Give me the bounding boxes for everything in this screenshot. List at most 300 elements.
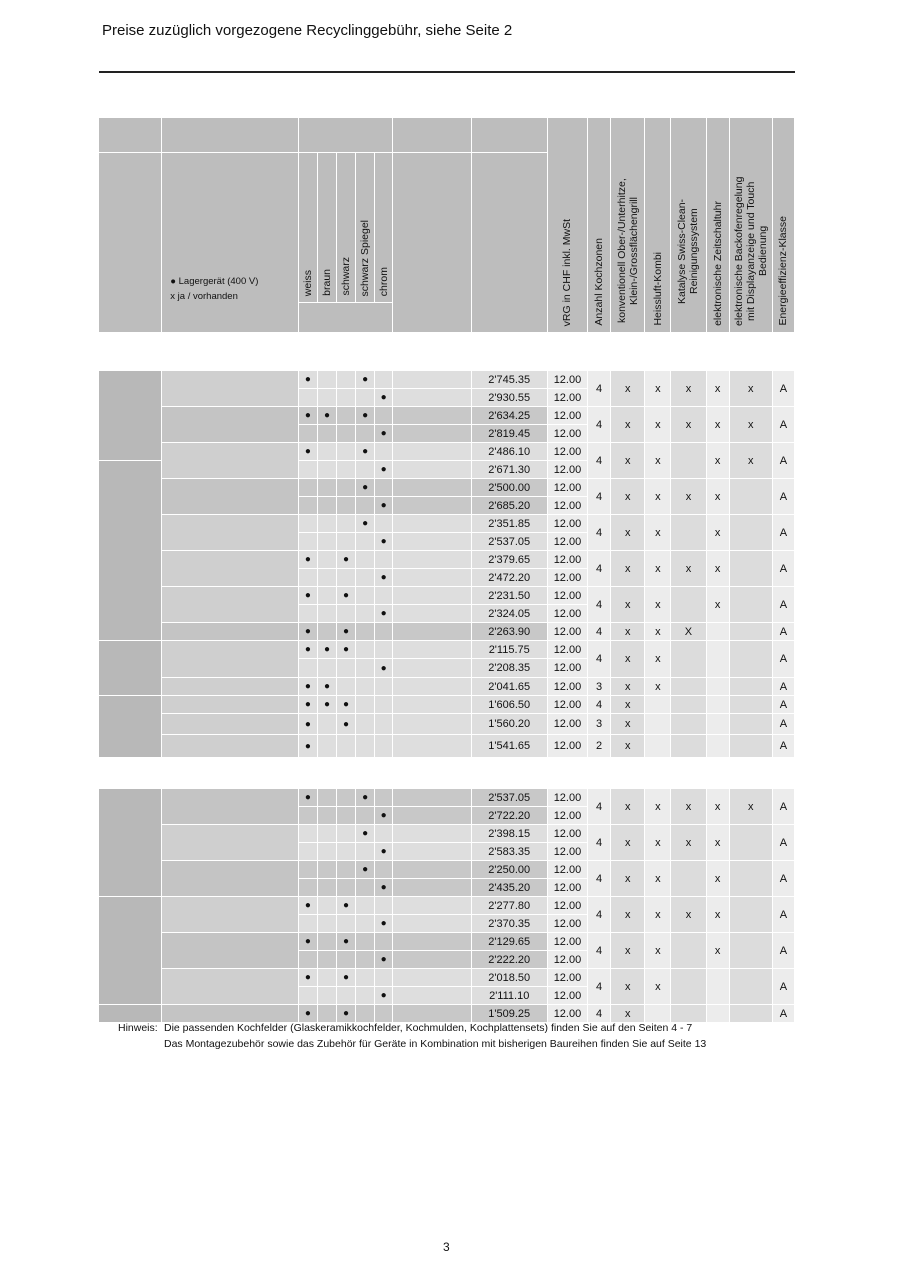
vrg-cell: 12.00: [548, 987, 588, 1005]
color-dot-cell: [299, 735, 318, 758]
blank-cell: [393, 714, 471, 735]
table-row: [99, 735, 795, 758]
feature-heiss-cell: x: [645, 678, 671, 696]
feature-kat-cell: [671, 969, 706, 1005]
col-backofen-label: elektronische Backofenregelung mit Displayanzeige und Touch Bedienung: [732, 176, 769, 326]
color-dot-cell: [356, 696, 375, 714]
feature-heiss-cell: x: [645, 861, 671, 897]
feature-zones-cell: 4: [588, 443, 611, 479]
availability-dot: ●: [323, 410, 330, 421]
blank-cell: [393, 641, 471, 659]
vrg-cell: 12.00: [548, 843, 588, 861]
color-dot-cell: [337, 551, 356, 569]
blank-cell: [393, 696, 471, 714]
price-cell: 2'671.30: [472, 461, 548, 479]
blank-cell: [393, 407, 471, 425]
availability-dot: ●: [304, 900, 311, 911]
table-row: [99, 443, 795, 461]
feature-energy-cell: A: [773, 641, 795, 678]
color-dot-cell: [337, 479, 356, 497]
feature-zeit-cell: [707, 969, 730, 1005]
col-kat-label: Katalyse Swiss-Clean-Reinigungssystem: [676, 198, 701, 304]
price-cell: 2'537.05: [472, 789, 548, 807]
feature-kat-cell: x: [671, 551, 706, 587]
color-dot-cell: [318, 389, 337, 407]
color-dot-cell: [299, 497, 318, 515]
color-dot-cell: [356, 735, 375, 758]
feature-backofen-cell: x: [730, 443, 773, 479]
price-cell: 2'819.45: [472, 425, 548, 443]
color-dot-cell: [356, 969, 375, 987]
feature-conv-cell: x: [611, 443, 645, 479]
legend-x: x ja / vorhanden: [170, 291, 238, 302]
color-dot-cell: [337, 987, 356, 1005]
vrg-cell: 12.00: [548, 479, 588, 497]
feature-zeit-cell: [707, 678, 730, 696]
feature-zones-cell: 4: [588, 641, 611, 678]
availability-dot: ●: [304, 554, 311, 565]
color-dot-cell: [356, 987, 375, 1005]
model-cell: [162, 825, 299, 861]
color-dot-cell: [337, 735, 356, 758]
color-dot-cell: [375, 605, 393, 623]
feature-energy-cell: A: [773, 551, 795, 587]
color-dot-cell: [337, 533, 356, 551]
vrg-cell: 12.00: [548, 714, 588, 735]
feature-energy-cell: A: [773, 479, 795, 515]
feature-conv-cell: x: [611, 623, 645, 641]
table-row: [99, 623, 795, 641]
model-cell: [162, 714, 299, 735]
availability-dot: ●: [380, 608, 387, 619]
feature-kat-cell: [671, 515, 706, 551]
feature-energy-cell: A: [773, 969, 795, 1005]
color-dot-cell: [299, 569, 318, 587]
color-dot-cell: [375, 915, 393, 933]
blank-cell: [393, 987, 471, 1005]
availability-dot: ●: [304, 681, 311, 692]
color-dot-cell: [356, 461, 375, 479]
color-dot-cell: [375, 879, 393, 897]
vrg-cell: 12.00: [548, 897, 588, 915]
legend-dot: ● Lagergerät (400 V): [170, 276, 259, 287]
color-dot-cell: [318, 696, 337, 714]
feature-zones-cell: 4: [588, 696, 611, 714]
feature-backofen-cell: [730, 551, 773, 587]
feature-energy-cell: A: [773, 371, 795, 407]
feature-zones-cell: 3: [588, 714, 611, 735]
color-dot-cell: [318, 569, 337, 587]
table-row: [99, 825, 795, 843]
header-section-cell: [99, 153, 162, 333]
feature-zones-cell: 4: [588, 969, 611, 1005]
feature-kat-cell: [671, 641, 706, 678]
feature-zeit-cell: x: [707, 515, 730, 551]
vrg-cell: 12.00: [548, 389, 588, 407]
vrg-cell: 12.00: [548, 497, 588, 515]
availability-dot: ●: [304, 699, 311, 710]
availability-dot: ●: [380, 464, 387, 475]
blank-cell: [393, 623, 471, 641]
color-dot-cell: [356, 407, 375, 425]
availability-dot: ●: [323, 644, 330, 655]
color-dot-cell: [356, 951, 375, 969]
color-dot-cell: [299, 861, 318, 879]
price-table-2-body: [99, 789, 795, 1023]
header-blank-cell: [299, 303, 393, 333]
blank-cell: [393, 515, 471, 533]
feature-energy-cell: A: [773, 443, 795, 479]
color-dot-cell: [318, 897, 337, 915]
color-dot-cell: [318, 987, 337, 1005]
color-dot-cell: [299, 933, 318, 951]
section-cell: [99, 371, 162, 461]
blank-cell: [393, 969, 471, 987]
availability-dot: ●: [343, 900, 350, 911]
color-dot-cell: [299, 987, 318, 1005]
color-dot-cell: [356, 623, 375, 641]
section-cell: [99, 641, 162, 696]
color-dot-cell: [299, 951, 318, 969]
availability-dot: ●: [362, 864, 369, 875]
color-dot-cell: [318, 587, 337, 605]
blank-cell: [393, 678, 471, 696]
blank-cell: [393, 861, 471, 879]
color-dot-cell: [299, 641, 318, 659]
table-row: [99, 969, 795, 987]
feature-backofen-cell: [730, 825, 773, 861]
vrg-cell: 12.00: [548, 951, 588, 969]
feature-zeit-cell: x: [707, 587, 730, 623]
availability-dot: ●: [323, 681, 330, 692]
availability-dot: ●: [380, 572, 387, 583]
feature-zeit-cell: x: [707, 897, 730, 933]
availability-dot: ●: [304, 792, 311, 803]
feature-conv-cell: x: [611, 714, 645, 735]
availability-dot: ●: [304, 626, 311, 637]
availability-dot: ●: [380, 882, 387, 893]
color-dot-cell: [337, 425, 356, 443]
color-dot-cell: [318, 659, 337, 678]
color-dot-cell: [318, 371, 337, 389]
price-cell: 2'398.15: [472, 825, 548, 843]
availability-dot: ●: [343, 936, 350, 947]
model-cell: [162, 623, 299, 641]
blank-cell: [393, 479, 471, 497]
feature-kat-cell: X: [671, 623, 706, 641]
color-dot-cell: [356, 915, 375, 933]
vrg-cell: 12.00: [548, 807, 588, 825]
availability-dot: ●: [380, 954, 387, 965]
col-color-label: chrom: [377, 266, 390, 296]
table-row: [99, 714, 795, 735]
feature-conv-cell: x: [611, 641, 645, 678]
availability-dot: ●: [380, 846, 387, 857]
feature-zones-cell: 4: [588, 897, 611, 933]
color-dot-cell: [375, 461, 393, 479]
blank-cell: [393, 587, 471, 605]
table-row: [99, 861, 795, 879]
feature-kat-cell: x: [671, 789, 706, 825]
blank-cell: [393, 789, 471, 807]
feature-energy-cell: A: [773, 897, 795, 933]
color-dot-cell: [299, 825, 318, 843]
feature-energy-cell: A: [773, 789, 795, 825]
feature-conv-cell: x: [611, 735, 645, 758]
feature-zeit-cell: x: [707, 479, 730, 515]
feature-zeit-cell: [707, 623, 730, 641]
legend: [166, 274, 258, 304]
feature-kat-cell: [671, 443, 706, 479]
feature-backofen-cell: [730, 861, 773, 897]
color-dot-cell: [356, 933, 375, 951]
col-color-schwarz: [337, 153, 356, 303]
color-dot-cell: [337, 569, 356, 587]
feature-kat-cell: [671, 678, 706, 696]
blank-cell: [393, 389, 471, 407]
price-cell: 2'722.20: [472, 807, 548, 825]
availability-dot: ●: [343, 718, 350, 730]
feature-heiss-cell: x: [645, 897, 671, 933]
col-energy-label: Energieeffizienz-Klasse: [777, 216, 790, 326]
feature-heiss-cell: [645, 735, 671, 758]
price-table-1-body: [99, 371, 795, 758]
feature-backofen-cell: [730, 515, 773, 551]
availability-dot: ●: [362, 518, 369, 529]
vrg-cell: 12.00: [548, 443, 588, 461]
color-dot-cell: [318, 969, 337, 987]
feature-zones-cell: 2: [588, 735, 611, 758]
vrg-cell: 12.00: [548, 735, 588, 758]
color-dot-cell: [375, 497, 393, 515]
table-row: [99, 789, 795, 807]
vrg-cell: 12.00: [548, 879, 588, 897]
blank-cell: [393, 443, 471, 461]
feature-conv-cell: x: [611, 371, 645, 407]
availability-dot: ●: [362, 374, 369, 385]
feature-heiss-cell: x: [645, 825, 671, 861]
vrg-cell: 12.00: [548, 533, 588, 551]
feature-backofen-cell: [730, 1005, 773, 1023]
feature-backofen-cell: x: [730, 789, 773, 825]
feature-conv-cell: x: [611, 515, 645, 551]
price-cell: 2'324.05: [472, 605, 548, 623]
feature-kat-cell: x: [671, 897, 706, 933]
col-zones-label: Anzahl Kochzonen: [593, 238, 606, 326]
feature-zones-cell: 4: [588, 407, 611, 443]
price-cell: 2'041.65: [472, 678, 548, 696]
model-cell: [162, 861, 299, 897]
color-dot-cell: [356, 389, 375, 407]
availability-dot: ●: [304, 374, 311, 385]
color-dot-cell: [375, 969, 393, 987]
vrg-cell: 12.00: [548, 969, 588, 987]
vrg-cell: 12.00: [548, 623, 588, 641]
color-dot-cell: [299, 696, 318, 714]
feature-zones-cell: 4: [588, 825, 611, 861]
vrg-cell: 12.00: [548, 659, 588, 678]
color-dot-cell: [318, 533, 337, 551]
feature-heiss-cell: x: [645, 789, 671, 825]
color-dot-cell: [318, 735, 337, 758]
availability-dot: ●: [362, 482, 369, 493]
blank-cell: [393, 497, 471, 515]
feature-zeit-cell: [707, 735, 730, 758]
feature-energy-cell: A: [773, 696, 795, 714]
color-dot-cell: [318, 951, 337, 969]
feature-conv-cell: x: [611, 861, 645, 897]
color-dot-cell: [337, 897, 356, 915]
feature-zones-cell: 4: [588, 933, 611, 969]
availability-dot: ●: [362, 446, 369, 457]
feature-energy-cell: A: [773, 407, 795, 443]
feature-heiss-cell: x: [645, 515, 671, 551]
color-dot-cell: [375, 897, 393, 915]
model-cell: [162, 551, 299, 587]
availability-dot: ●: [304, 936, 311, 947]
color-dot-cell: [337, 443, 356, 461]
availability-dot: ●: [380, 990, 387, 1001]
color-dot-cell: [318, 915, 337, 933]
section-cell: [99, 897, 162, 1005]
color-dot-cell: [337, 969, 356, 987]
table-row: [99, 551, 795, 569]
price-cell: 2'500.00: [472, 479, 548, 497]
vrg-cell: 12.00: [548, 696, 588, 714]
feature-energy-cell: A: [773, 1005, 795, 1023]
feature-heiss-cell: x: [645, 641, 671, 678]
feature-energy-cell: A: [773, 515, 795, 551]
color-dot-cell: [299, 659, 318, 678]
price-cell: 1'560.20: [472, 714, 548, 735]
color-dot-cell: [337, 515, 356, 533]
availability-dot: ●: [343, 644, 350, 655]
feature-energy-cell: A: [773, 933, 795, 969]
feature-zones-cell: 4: [588, 479, 611, 515]
price-cell: 2'537.05: [472, 533, 548, 551]
availability-dot: ●: [380, 662, 387, 674]
model-cell: [162, 969, 299, 1005]
price-cell: 2'263.90: [472, 623, 548, 641]
page-header: Preise zuzüglich vorgezogene Recyclinggebühr, siehe Seite 2: [102, 22, 513, 39]
color-dot-cell: [337, 825, 356, 843]
color-dot-cell: [318, 407, 337, 425]
color-dot-cell: [299, 461, 318, 479]
color-dot-cell: [299, 587, 318, 605]
vrg-cell: 12.00: [548, 587, 588, 605]
color-dot-cell: [356, 641, 375, 659]
feature-kat-cell: [671, 735, 706, 758]
feature-zeit-cell: [707, 714, 730, 735]
color-dot-cell: [337, 915, 356, 933]
color-dot-cell: [356, 533, 375, 551]
availability-dot: ●: [380, 500, 387, 511]
availability-dot: ●: [343, 626, 350, 637]
col-color-braun: [318, 153, 337, 303]
feature-zeit-cell: [707, 696, 730, 714]
feature-conv-cell: x: [611, 933, 645, 969]
color-dot-cell: [375, 551, 393, 569]
color-dot-cell: [375, 714, 393, 735]
table-row: [99, 407, 795, 425]
feature-zones-cell: 4: [588, 623, 611, 641]
col-heiss: [645, 118, 671, 333]
feature-heiss-cell: x: [645, 371, 671, 407]
blank-cell: [393, 951, 471, 969]
color-dot-cell: [356, 443, 375, 461]
color-dot-cell: [356, 659, 375, 678]
feature-heiss-cell: x: [645, 479, 671, 515]
feature-backofen-cell: [730, 969, 773, 1005]
feature-zeit-cell: x: [707, 443, 730, 479]
header-blank-cell: [393, 153, 471, 333]
feature-conv-cell: x: [611, 789, 645, 825]
color-dot-cell: [375, 515, 393, 533]
price-cell: 2'379.65: [472, 551, 548, 569]
blank-cell: [393, 735, 471, 758]
feature-heiss-cell: x: [645, 407, 671, 443]
color-dot-cell: [356, 714, 375, 735]
model-cell: [162, 933, 299, 969]
color-dot-cell: [318, 843, 337, 861]
model-cell: [162, 897, 299, 933]
color-dot-cell: [337, 389, 356, 407]
feature-conv-cell: x: [611, 551, 645, 587]
color-dot-cell: [318, 479, 337, 497]
color-dot-cell: [318, 861, 337, 879]
feature-kat-cell: [671, 696, 706, 714]
price-cell: 2'435.20: [472, 879, 548, 897]
model-cell: [162, 587, 299, 623]
color-dot-cell: [318, 605, 337, 623]
color-dot-cell: [318, 623, 337, 641]
color-dot-cell: [337, 951, 356, 969]
color-dot-cell: [337, 678, 356, 696]
notes: [118, 1020, 706, 1052]
feature-energy-cell: A: [773, 861, 795, 897]
col-color-label: weiss: [301, 269, 314, 296]
color-dot-cell: [375, 371, 393, 389]
color-dot-cell: [337, 461, 356, 479]
color-dot-cell: [375, 659, 393, 678]
color-dot-cell: [337, 807, 356, 825]
blank-cell: [393, 533, 471, 551]
color-dot-cell: [318, 443, 337, 461]
color-dot-cell: [318, 641, 337, 659]
feature-conv-cell: x: [611, 407, 645, 443]
feature-heiss-cell: x: [645, 551, 671, 587]
feature-conv-cell: x: [611, 1005, 645, 1023]
price-cell: 2'370.35: [472, 915, 548, 933]
col-vrg: [548, 118, 588, 333]
header-top-cell: [472, 118, 548, 153]
availability-dot: ●: [343, 699, 350, 710]
price-cell: 2'111.10: [472, 987, 548, 1005]
feature-backofen-cell: [730, 696, 773, 714]
color-dot-cell: [356, 789, 375, 807]
feature-backofen-cell: [730, 623, 773, 641]
color-dot-cell: [337, 659, 356, 678]
model-cell: [162, 641, 299, 678]
color-dot-cell: [299, 371, 318, 389]
vrg-cell: 12.00: [548, 461, 588, 479]
availability-dot: ●: [304, 410, 311, 421]
table-row: [99, 587, 795, 605]
col-kat: [671, 118, 706, 333]
blank-cell: [393, 371, 471, 389]
availability-dot: ●: [304, 740, 311, 752]
vrg-cell: 12.00: [548, 605, 588, 623]
